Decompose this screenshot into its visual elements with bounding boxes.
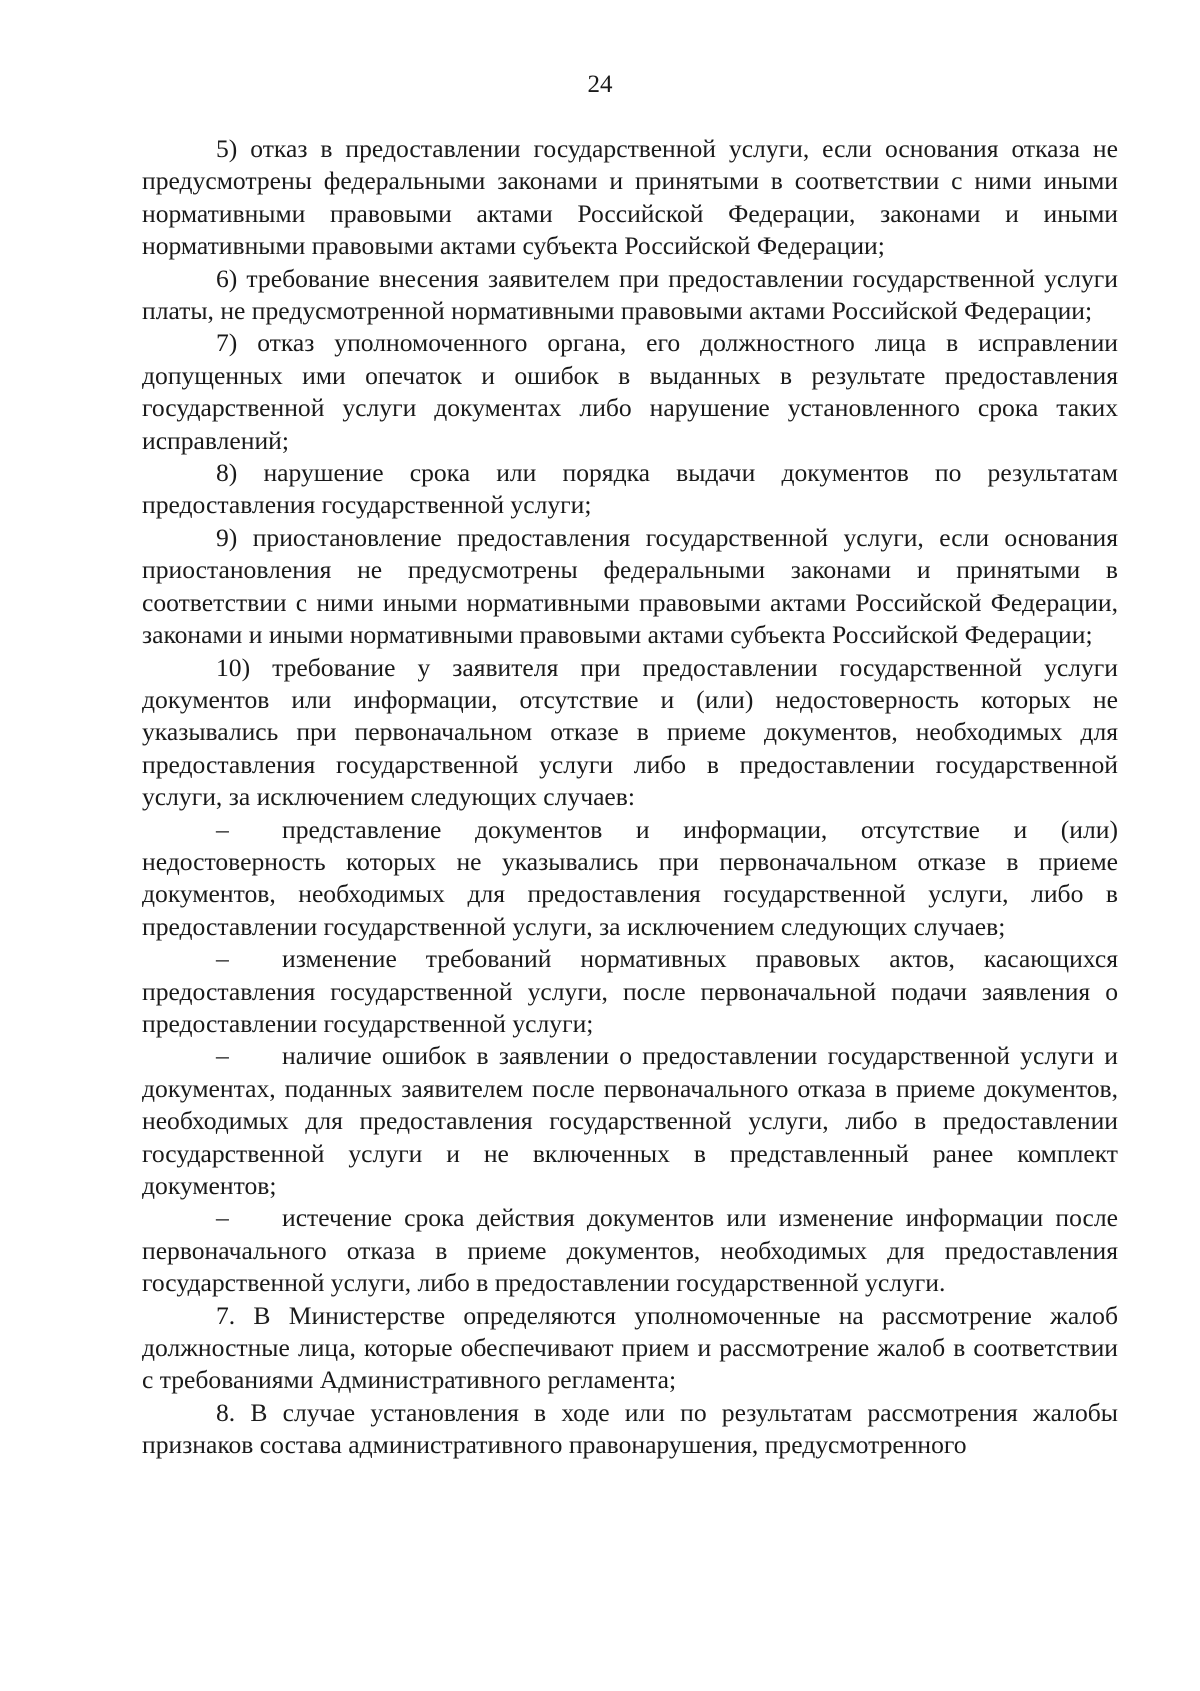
dash-list-item-4 (142, 1202, 1118, 1299)
dash-item-text: наличие ошибок в заявлении о предоставлении государственной услуги и документах, поданных заявителем после первоначального отказа в приеме документов, необходимых для предоставления государственной услуги, либо в предоставлении государственной услуги и не включенных в представленный ранее комплект документов; (142, 1041, 1118, 1200)
dash-list-item-1 (142, 814, 1118, 944)
dash-item-text: изменение требований нормативных правовых актов, касающихся предоставления государственной услуги, после первоначальной подачи заявления о предоставлении государственной услуги; (142, 944, 1118, 1038)
dash-list-item-3 (142, 1040, 1118, 1202)
paragraph-item-9: 9) приостановление предоставления государственной услуги, если основания приостановления не предусмотрены федеральными законами и принятыми в соответствии с ними иными нормативными правовыми актами Российской Федерации, законами и иными нормативными правовыми актами субъекта Российской Федерации; (142, 522, 1118, 650)
dash-bullet: – (216, 944, 229, 974)
dash-item-text: представление документов и информации, отсутствие и (или) недостоверность которых не указывались при первоначальном отказе в приеме документов, необходимых для предоставления государственной услуги, либо в предоставлении государственной услуги, за исключением следующих случаев; (142, 814, 1118, 941)
dash-bullet: – (216, 814, 229, 844)
paragraph-item-8: 8) нарушение срока или порядка выдачи документов по результатам предоставления государственной услуги; (142, 458, 1118, 520)
dash-bullet: – (216, 1203, 229, 1233)
paragraph-item-10: 10) требование у заявителя при предоставлении государственной услуги документов или информации, отсутствие и (или) недостоверность которых не указывались при первоначальном отказе в приеме документов, необходимых для предоставления государственной услуги либо в предоставлении государственной услуги, за исключением следующих случаев: (142, 652, 1118, 812)
dash-bullet: – (216, 1041, 229, 1071)
paragraph-item-5: 5) отказ в предоставлении государственной услуги, если основания отказа не предусмотрены федеральными законами и принятыми в соответствии с ними иными нормативными правовыми актами Российской Федерации, законами и иными нормативными правовыми актами субъекта Российской Федерации; (142, 134, 1118, 261)
document-body (142, 133, 1118, 1462)
paragraph-item-7: 7) отказ уполномоченного органа, его должностного лица в исправлении допущенных ими опечаток и ошибок в выданных в результате предоставления государственной услуги документах либо нарушение установленного срока таких исправлений; (142, 328, 1118, 455)
dash-list-item-2 (142, 943, 1118, 1040)
section-paragraph-8: 8. В случае установления в ходе или по результатам рассмотрения жалобы признаков состава административного правонарушения, предусмотренного (142, 1397, 1118, 1460)
page-number: 24 (587, 71, 613, 98)
section-paragraph-7: 7. В Министерстве определяются уполномоченные на рассмотрение жалоб должностные лица, которые обеспечивают прием и рассмотрение жалоб в соответствии с требованиями Административного регламента; (142, 1300, 1118, 1395)
dash-item-text: истечение срока действия документов или изменение информации после первоначального отказа в приеме документов, необходимых для предоставления государственной услуги, либо в предоставлении государственной услуги. (142, 1203, 1118, 1298)
paragraph-item-6: 6) требование внесения заявителем при предоставлении государственной услуги платы, не предусмотренной нормативными правовыми актами Российской Федерации; (142, 263, 1118, 326)
